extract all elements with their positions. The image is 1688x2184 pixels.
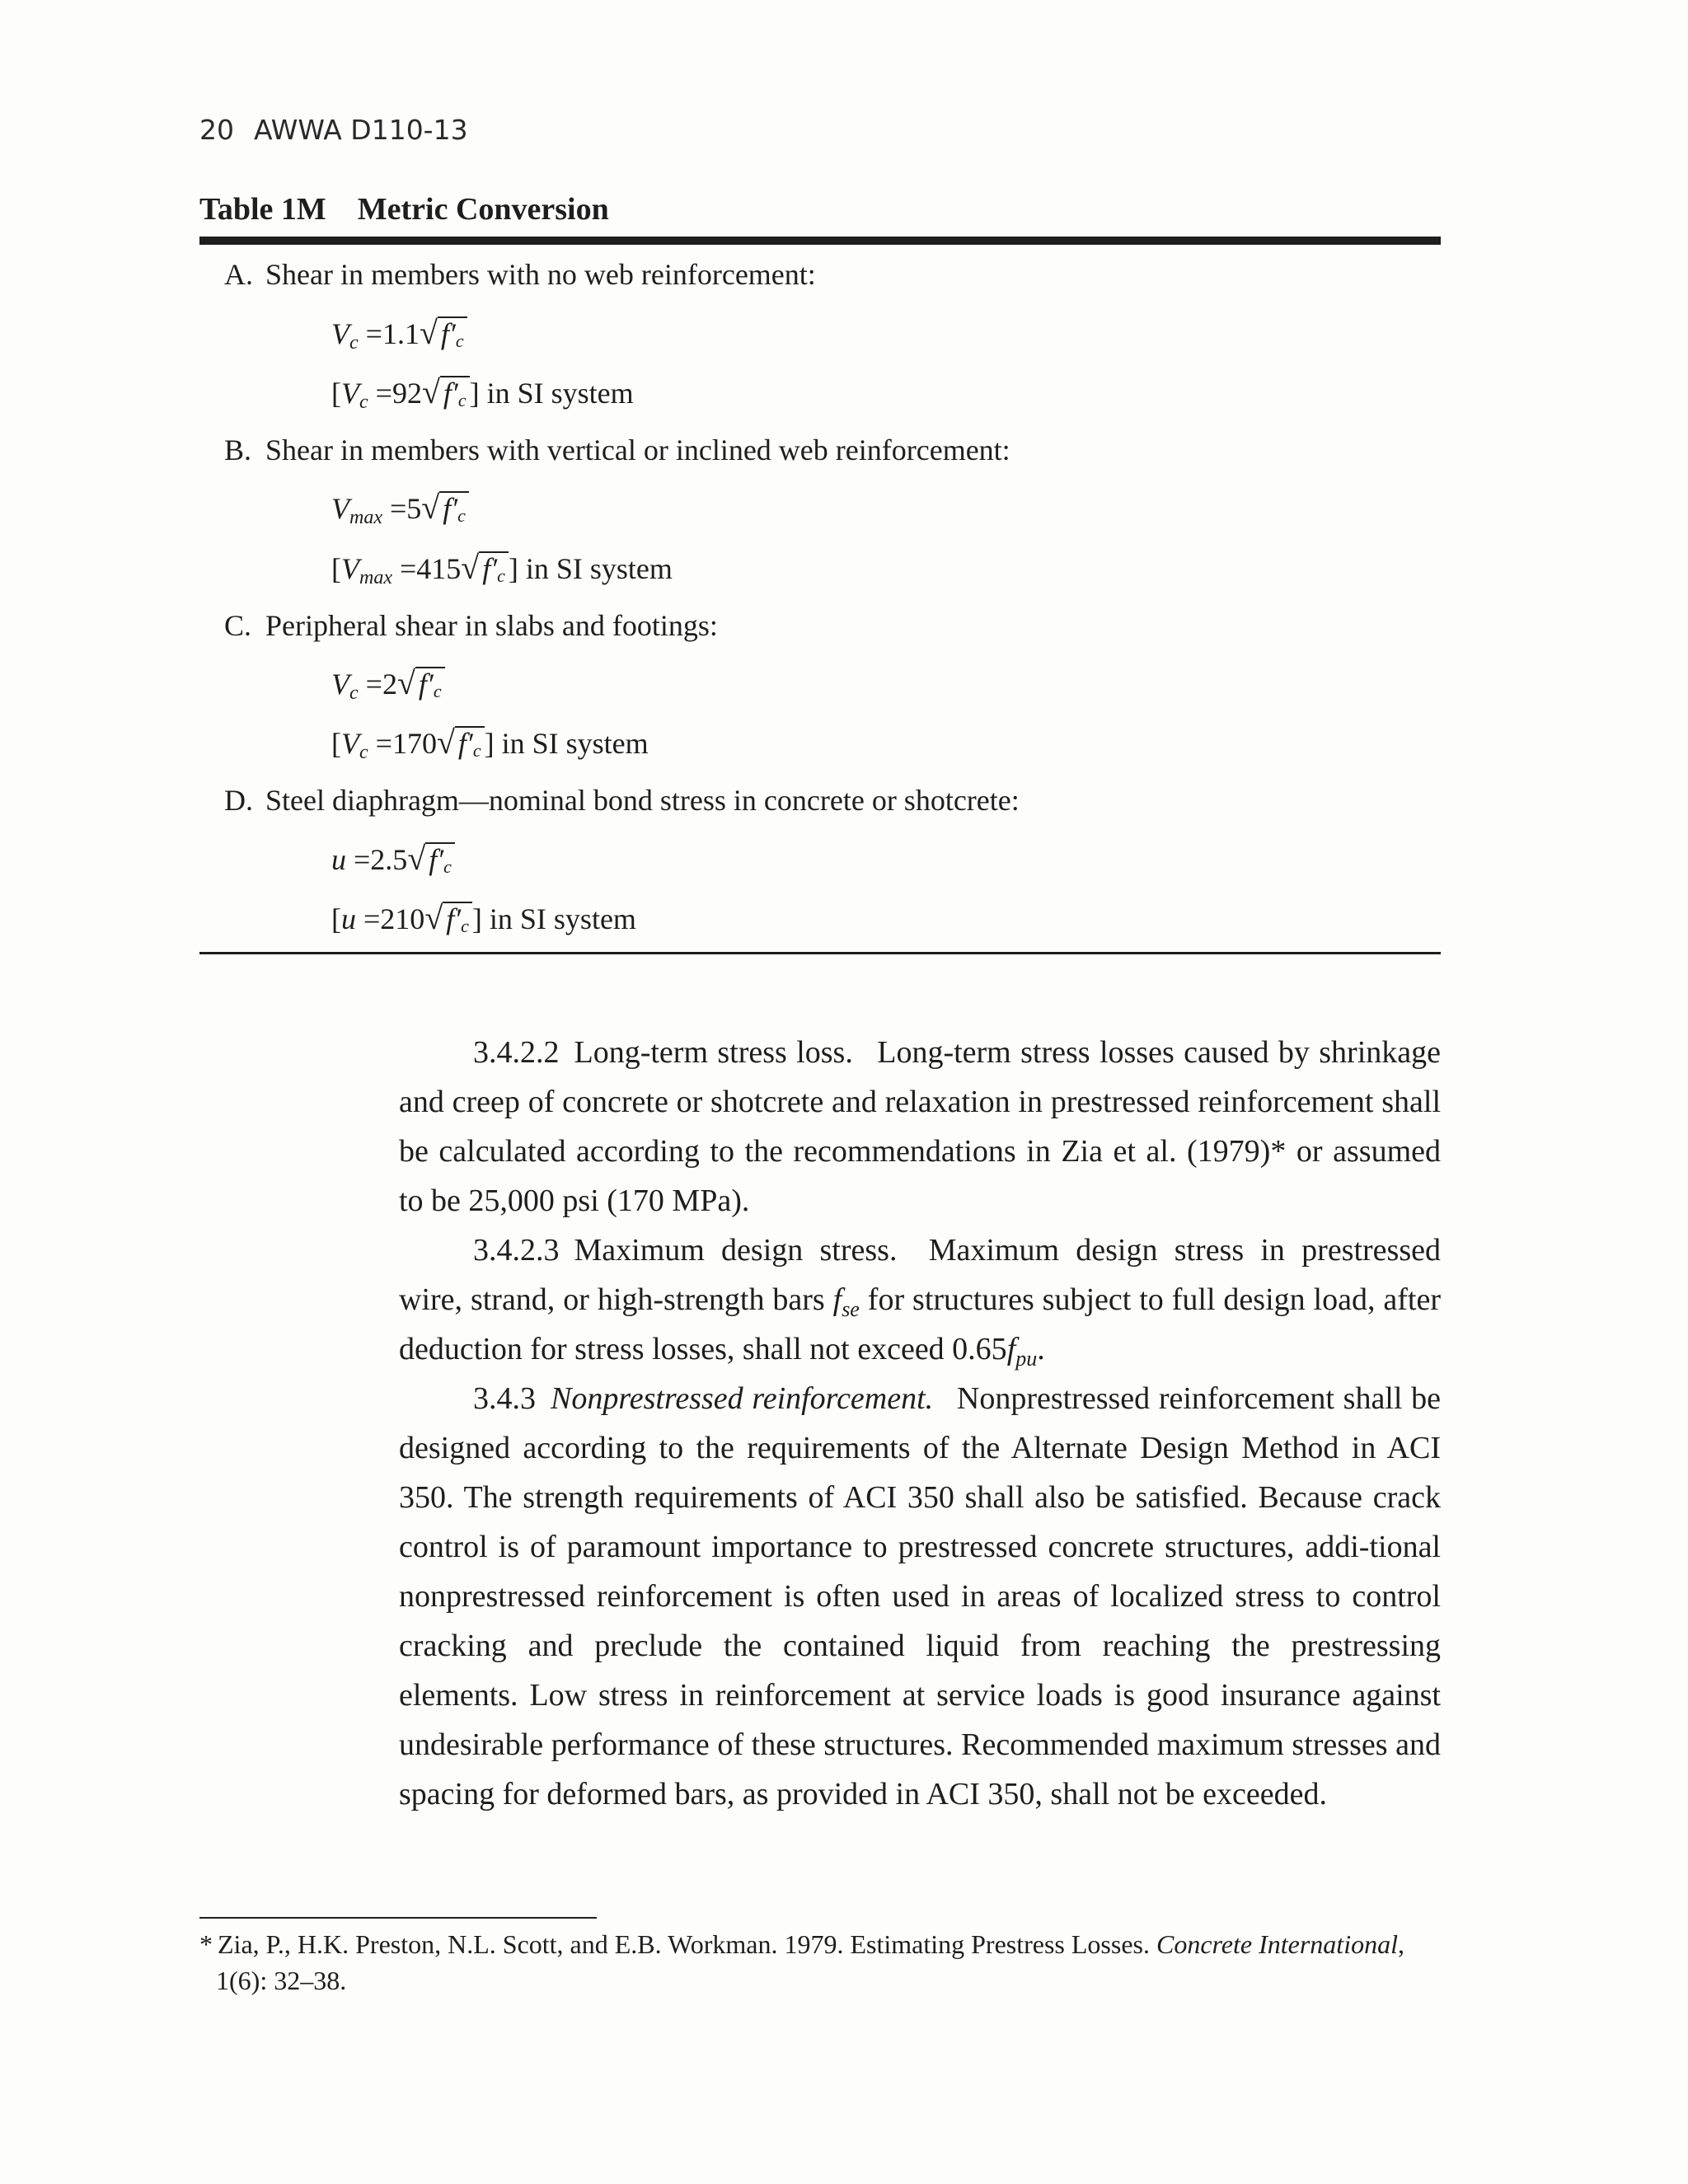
section-letter: D. <box>224 784 253 817</box>
eq-var-sub: c <box>359 742 368 763</box>
running-header <box>199 114 468 146</box>
section-heading: Long-term stress loss. <box>574 1035 853 1070</box>
footnote-rule <box>199 1917 597 1919</box>
equation-c-us <box>331 663 445 705</box>
footnote: * Zia, P., H.K. Preston, N.L. Scott, and E.B. Workman. 1979. Estimating Prestress Losses. Concrete International, 1(6): 32–38. <box>199 1926 1441 1999</box>
section-number: 3.4.2.2 <box>473 1035 560 1070</box>
section-number: 3.4.2.3 <box>473 1233 560 1268</box>
eq-coef: =415 <box>399 552 462 585</box>
table-caption: Metric Conversion <box>357 192 609 227</box>
body-text <box>399 1028 1441 1819</box>
section-letter: A. <box>224 258 253 291</box>
table-section-b <box>224 433 1010 467</box>
table-section-a <box>224 257 816 292</box>
eq-suffix: ] in SI system <box>471 902 636 935</box>
section-number: 3.4.3 <box>473 1381 536 1416</box>
table-top-rule <box>199 237 1441 245</box>
eq-var: V <box>341 727 359 760</box>
footnote-journal: Concrete International <box>1156 1929 1398 1959</box>
eq-coef: =170 <box>375 727 437 760</box>
sqrt-symbol: √ $f'_c$ <box>422 373 470 411</box>
section-text: Peripheral shear in slabs and footings: <box>265 609 718 642</box>
eq-var: u <box>341 902 356 935</box>
table-bottom-rule <box>199 952 1441 954</box>
eq-var: V <box>331 668 349 701</box>
table-section-c <box>224 608 718 643</box>
document-title: AWWA D110-13 <box>254 114 468 146</box>
section-letter: B. <box>224 434 252 466</box>
eq-coef: =2 <box>365 668 397 701</box>
eq-suffix: ] in SI system <box>484 727 649 760</box>
eq-var-sub: c <box>349 332 359 354</box>
paragraph-text: Nonprestressed reinforcement shall be designed according to the requirements of the Alternate Design Method in ACI 350. The strength requirements of ACI 350 shall also be satisfied. Because crack control is of paramount importance to prestressed concrete structures, addi-tional nonprestressed reinforcement is often used in areas of localized stress to control cracking and preclude the contained liquid from reaching the prestressing elements. Low stress in reinforcement at service loads is good insurance against undesirable performance of these structures. Recommended maximum stresses and spacing for deformed bars, as provided in ACI 350, shall not be exceeded. <box>399 1381 1441 1811</box>
symbol-sub: pu <box>1015 1347 1038 1371</box>
symbol-sub: se <box>842 1297 860 1321</box>
eq-coef: =92 <box>375 377 422 410</box>
sqrt-symbol: √ $f'_c$ <box>421 488 469 527</box>
eq-var-sub: max <box>359 567 392 588</box>
equation-a-si: [$V_c =92√$ $f'_c$ ] in SI system <box>331 373 634 413</box>
table-section-d <box>224 783 1020 818</box>
eq-suffix: ] in SI system <box>469 377 634 410</box>
section-text: Shear in members with no web reinforcement: <box>265 258 816 291</box>
eq-coef: =210 <box>363 902 425 935</box>
symbol-f: f <box>832 1282 842 1317</box>
eq-var-sub: max <box>349 507 382 528</box>
section-heading: Nonprestressed reinforcement. <box>551 1381 934 1416</box>
eq-coef: =1.1 <box>365 317 420 350</box>
paragraph-3-4-3 <box>399 1374 1441 1819</box>
sqrt-symbol: √ $f'_c$ <box>397 663 445 702</box>
eq-var: V <box>331 492 349 525</box>
equation-d-si: [u =210√ $f'_c$ ] in SI system <box>331 899 636 936</box>
paragraph-text: for structures subject to full design load, after deduction for stress losses, shall not exceed 0.65 <box>399 1282 1442 1366</box>
equation-c-si: [$V_c =170√$ $f'_c$ ] in SI system <box>331 724 649 763</box>
paragraph-3-4-2-3: 3.4.2.3 Maximum design stress. Maximum design stress in prestressed wire, strand, or high-strength bars $f_{se}$ for structures subject to full design load, after deduction for stress losses, shall not exceed $0.65f_{pu}$. <box>399 1233 1442 1371</box>
eq-var: V <box>331 317 349 350</box>
eq-var-sub: c <box>349 682 359 704</box>
table-title <box>199 191 609 227</box>
section-text: Shear in members with vertical or inclined web reinforcement: <box>265 434 1010 466</box>
equation-d-us <box>331 839 455 880</box>
eq-coef: =5 <box>389 492 422 525</box>
footnote-mark: * <box>199 1929 213 1959</box>
sqrt-symbol: √ $f'_c$ <box>461 548 509 587</box>
equation-b-us <box>331 488 469 529</box>
section-letter: C. <box>224 609 252 642</box>
section-text: Steel diaphragm—nominal bond stress in concrete or shotcrete: <box>265 784 1020 817</box>
sqrt-symbol: √ $f'_c$ <box>420 313 467 352</box>
equation-b-si: [$V_{max} =415√$ $f'_c$ ] in SI system <box>331 549 673 588</box>
paragraph-3-4-2-2 <box>399 1028 1441 1226</box>
eq-var-sub: c <box>359 391 368 413</box>
eq-var: V <box>341 377 359 410</box>
eq-suffix: ] in SI system <box>508 552 673 585</box>
eq-coef: =2.5 <box>354 843 408 876</box>
footnote-continuation: 1(6): 32–38. <box>216 1966 347 1995</box>
sqrt-symbol: √ $f'_c$ <box>407 839 455 878</box>
paragraph-text: Maximum design stress in prestressed wire, strand, or high-strength bars <box>399 1233 1441 1317</box>
footnote-text: Zia, P., H.K. Preston, N.L. Scott, and E.B. Workman. 1979. Estimating Prestress Losses. <box>218 1929 1150 1959</box>
eq-var: V <box>341 552 359 585</box>
table-label: Table 1M <box>199 192 326 227</box>
symbol-f: f <box>1006 1332 1016 1366</box>
page-number: 20 <box>199 114 234 146</box>
equation-a-us <box>331 313 467 354</box>
sqrt-symbol: √ $f'_c$ <box>424 898 472 937</box>
eq-var: u <box>331 843 346 876</box>
paragraph-text: Long-term stress losses caused by shrinkage and creep of concrete or shotcrete and relaxation in prestressed reinforcement shall be calculated according to the recommendations in Zia et al. (1979)* or assumed to be 25,000 psi (170 MPa). <box>399 1035 1441 1218</box>
sqrt-symbol: √ $f'_c$ <box>437 723 485 762</box>
section-heading: Maximum design stress. <box>574 1233 898 1268</box>
